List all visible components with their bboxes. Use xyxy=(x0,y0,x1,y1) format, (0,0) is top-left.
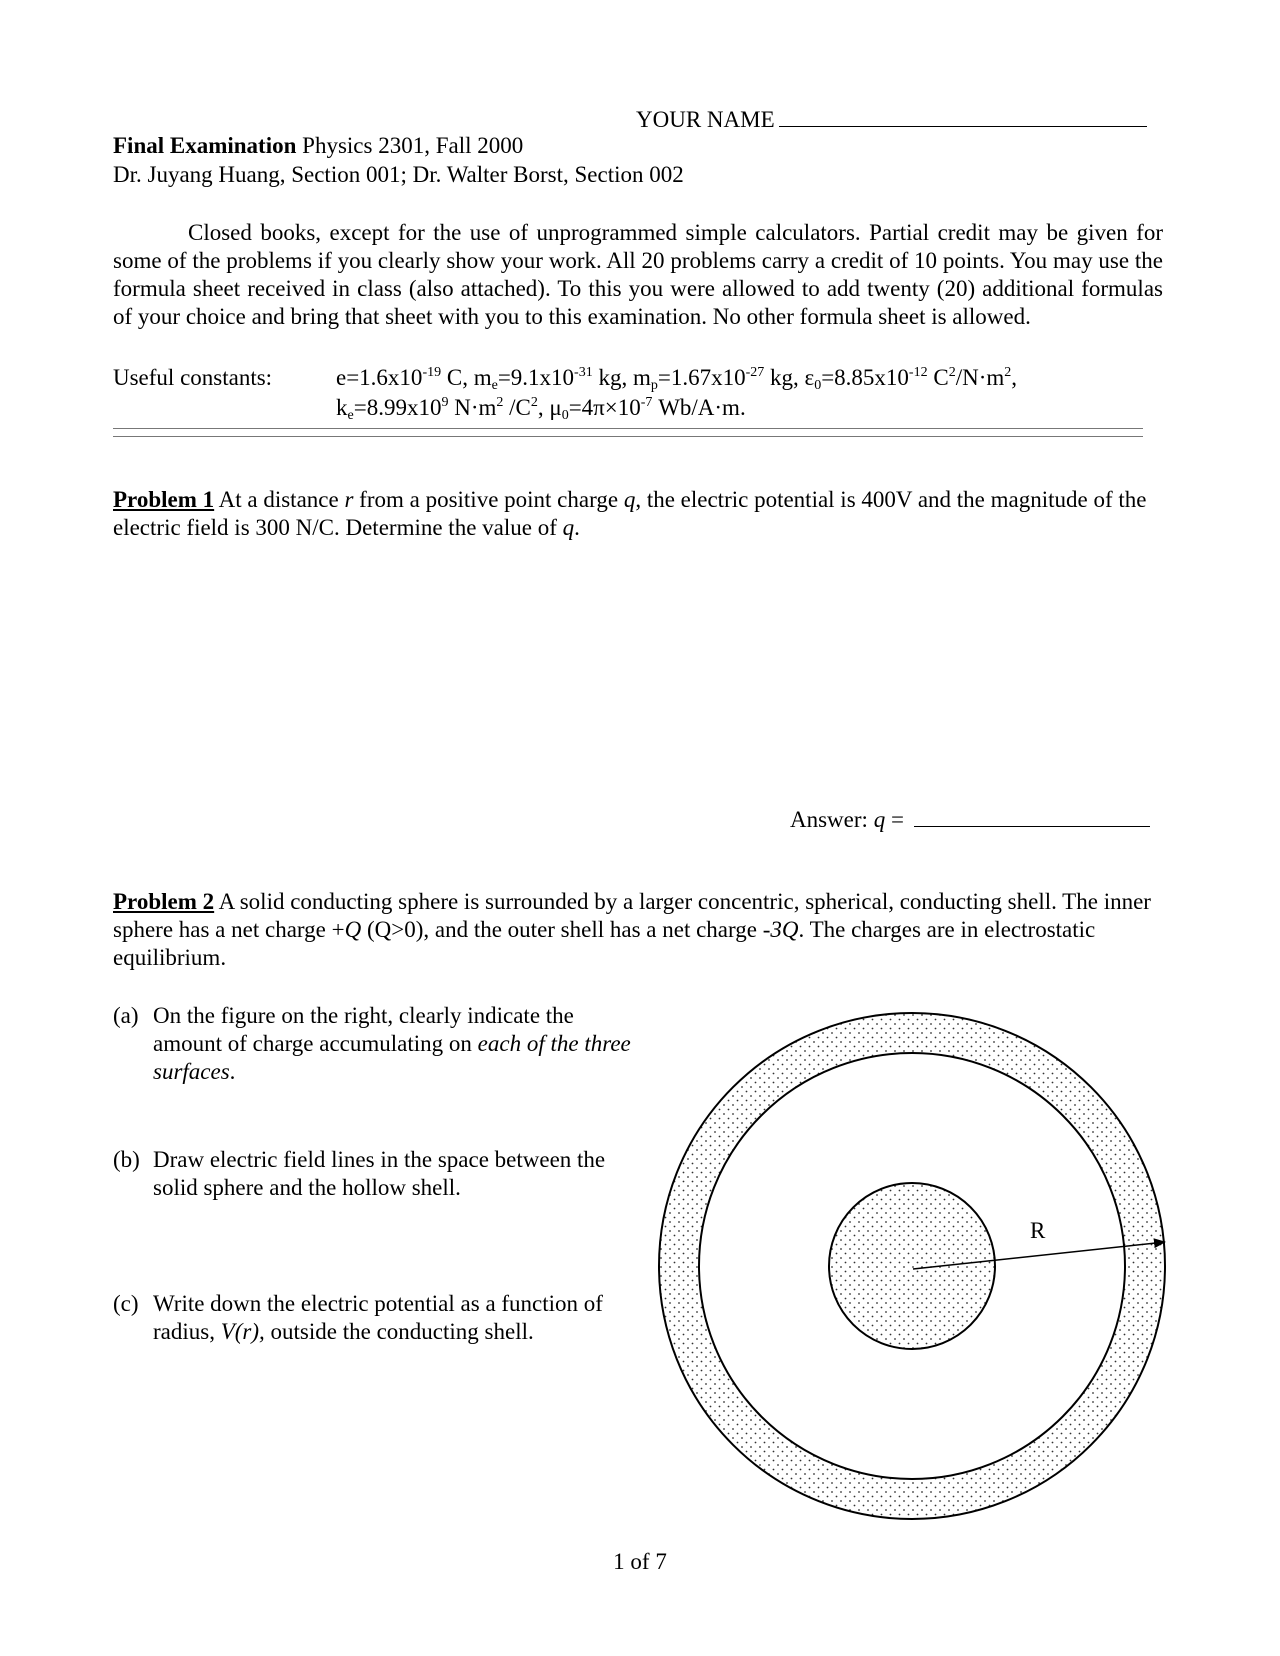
instructions-text: Closed books, except for the use of unprogrammed simple calculators. Partial credit may be given for some of the problems if you clearly show your work. All 20 problems carry a credit of 10 points. You may use the formula sheet received in class (also attached). To this you were allowed to add twenty (20) additional formulas of your choice and bring that sheet with you to this examination. No other formula sheet is allowed. xyxy=(113,220,1163,329)
problem-2-part-c: (c) Write down the electric potential as a function of radius, V(r), outside the conducting shell. xyxy=(113,1291,603,1344)
inner-sphere xyxy=(829,1183,995,1349)
instructions-paragraph xyxy=(113,219,1163,331)
name-label: YOUR NAME xyxy=(636,107,775,132)
radius-label: R xyxy=(1030,1218,1046,1243)
instructors: Dr. Juyang Huang, Section 001; Dr. Walter Borst, Section 002 xyxy=(113,162,684,187)
name-field xyxy=(636,104,1147,134)
constants-line-2: $k_e=8.99x10^9$ $N\cdot m^2$ $/C^2$, $\mu_0=4\pi\times 10^{-7}$ Wb/A·m. xyxy=(336,395,746,423)
concentric-spheres-figure xyxy=(650,1004,1180,1534)
exam-header xyxy=(113,132,523,160)
problem-2-part-a: (a) On the figure on the right, clearly indicate the amount of charge accumulating on each of the three surfaces. xyxy=(113,1003,631,1084)
page-number: 1 of 7 xyxy=(613,1549,667,1574)
constants-label: Useful constants: xyxy=(113,365,273,390)
problem-1-title: Problem 1 xyxy=(113,487,215,512)
problem-1: Problem 1 At a distance r from a positive point charge q, the electric potential is 400V and the magnitude of the electric field is 300 N/C. Determine the value of q. xyxy=(113,487,1147,540)
problem-1-answer: Answer: q = xyxy=(790,804,1150,834)
problem-2-title: Problem 2 xyxy=(113,889,215,914)
name-blank-line xyxy=(779,104,1147,127)
problem-2: Problem 2 A solid conducting sphere is surrounded by a larger concentric, spherical, conducting shell. The inner sphere has a net charge +Q (Q>0), and the outer shell has a net charge -3Q. The charges are in electrostatic equilibrium. xyxy=(113,889,1151,970)
double-rule-divider xyxy=(113,428,1143,437)
course-info: Physics 2301, Fall 2000 xyxy=(302,133,524,158)
constants-line-1: $e=1.6x10^{-19}$ C, $m_e=9.1x10^{-31}$ kg, $m_p=1.67x10^{-27}$ kg, $\varepsilon_0=8.85x10^{-12}$ $C^2/N\cdot m^2$, xyxy=(336,365,1017,393)
exam-title: Final Examination xyxy=(113,133,297,158)
answer-blank-line xyxy=(914,804,1150,827)
problem-2-part-b: (b) Draw electric field lines in the space between the solid sphere and the hollow shell. xyxy=(113,1147,606,1200)
